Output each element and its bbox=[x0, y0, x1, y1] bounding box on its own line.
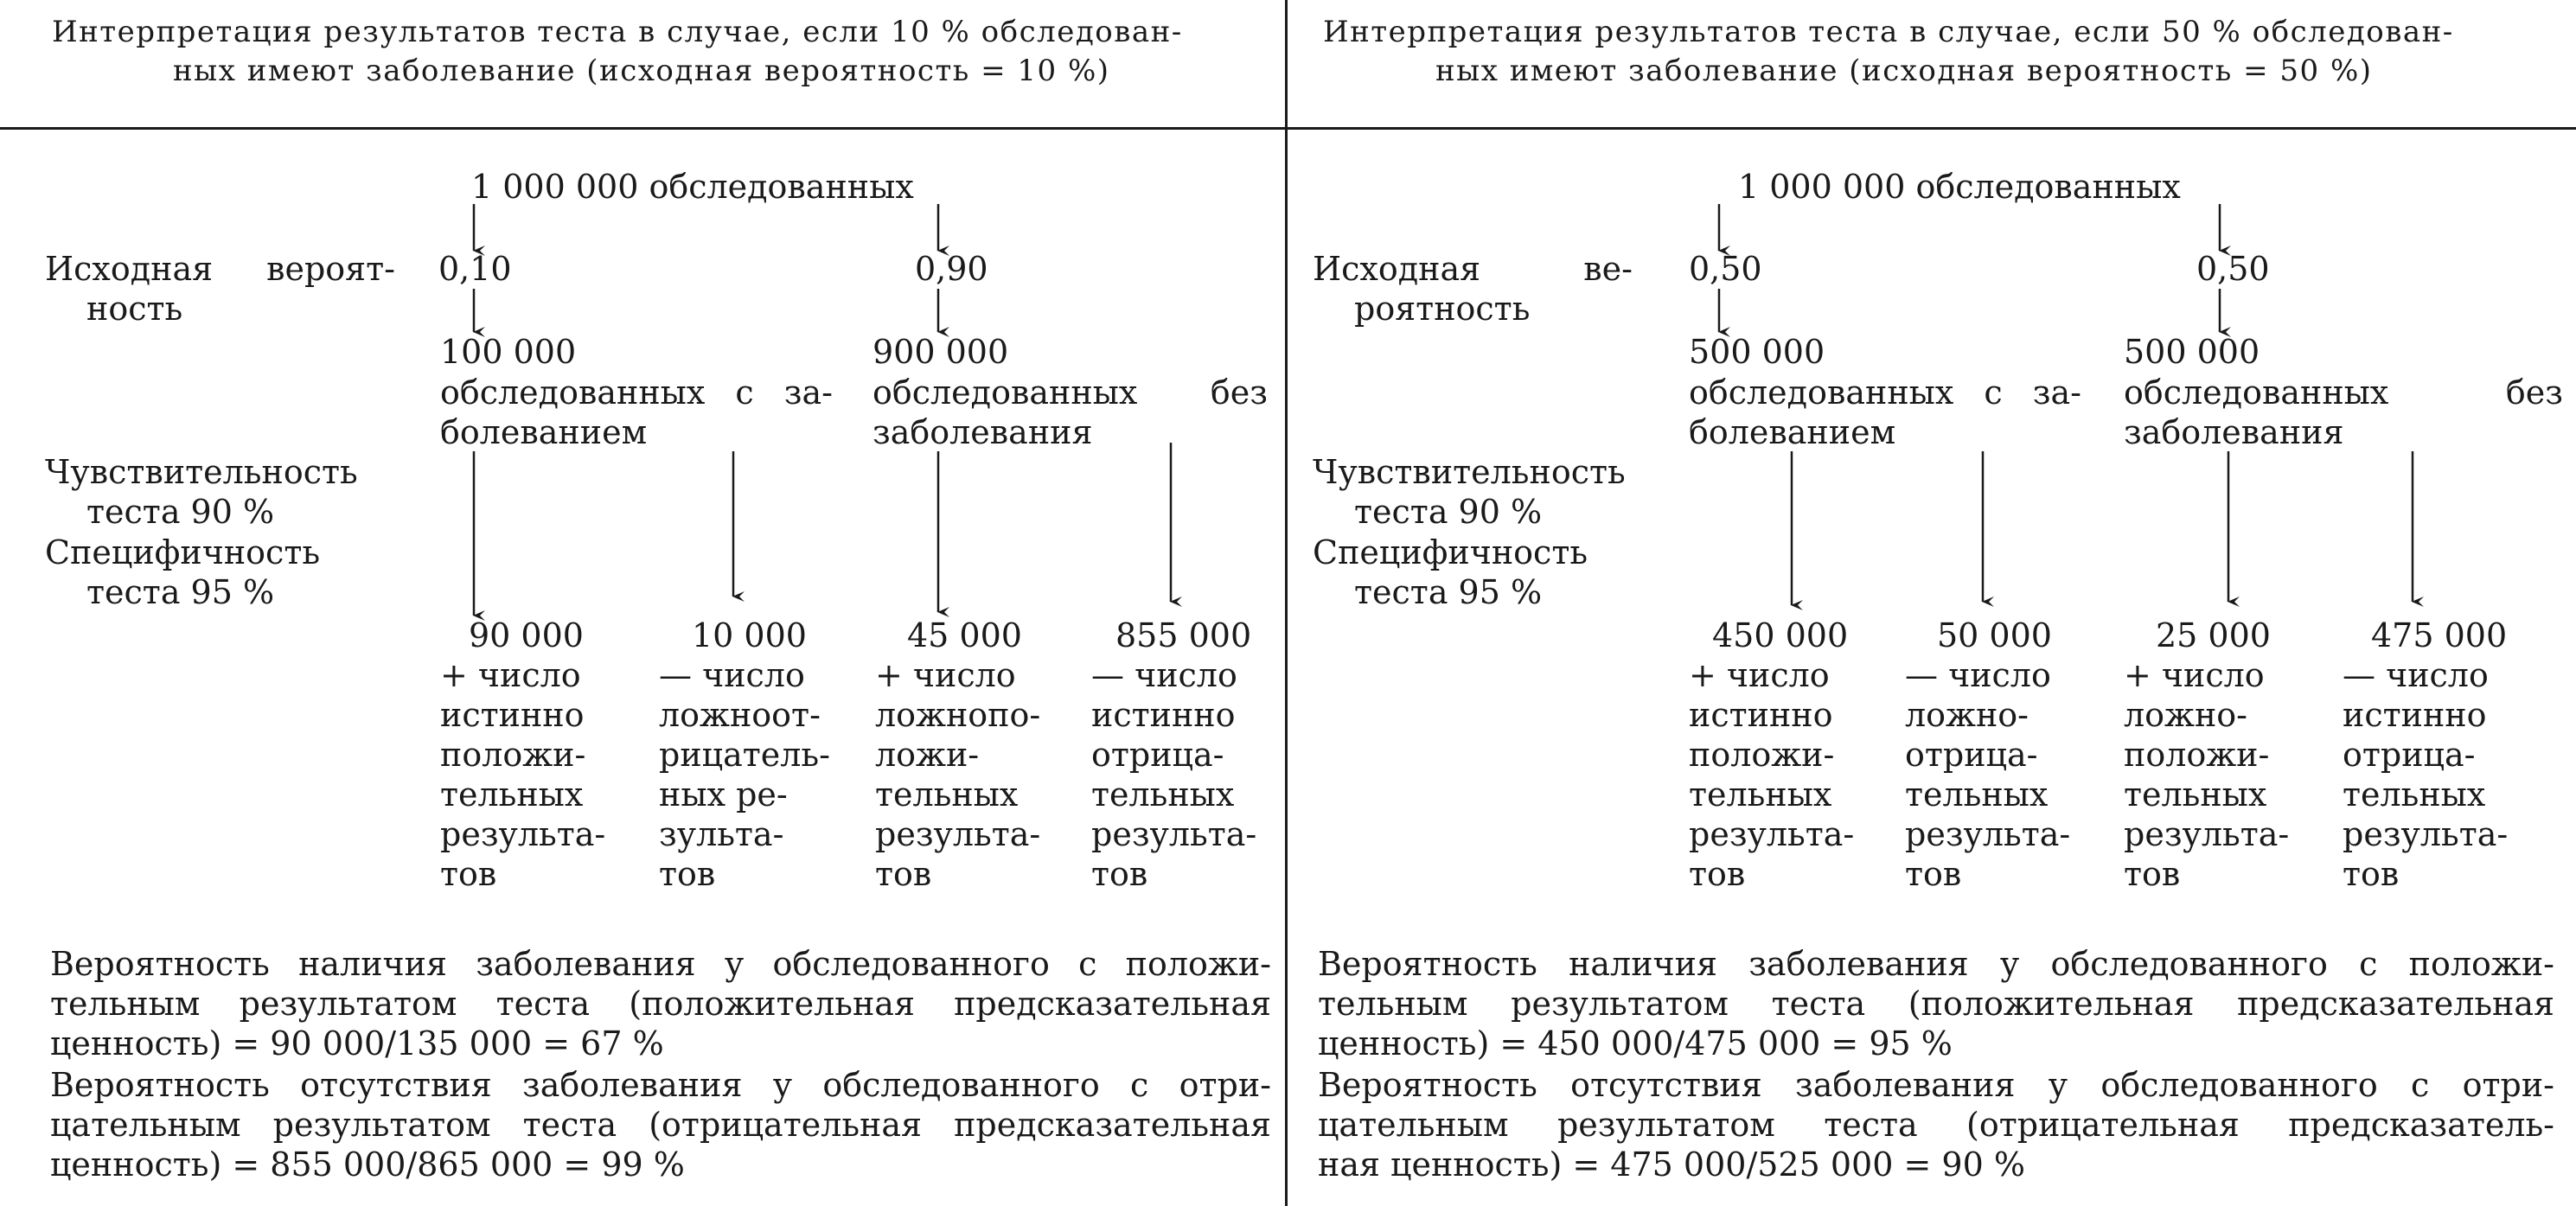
right-prob-a: 0,50 bbox=[1689, 250, 1762, 288]
result-line: истинно bbox=[1689, 696, 1833, 734]
result-line: тельных bbox=[1689, 775, 1832, 814]
result-line: результа- bbox=[875, 815, 1041, 853]
right-label-prior-2: роятность bbox=[1354, 290, 1531, 328]
result-line: ложнопо- bbox=[875, 696, 1041, 734]
result-line: положи- bbox=[2124, 736, 2270, 774]
left-npv-line-1: Вероятность отсутствия заболевания у обследованного с отри- bbox=[50, 1066, 1271, 1104]
result-line: результа- bbox=[440, 815, 606, 853]
result-line: результа- bbox=[2124, 815, 2290, 853]
left-header-line-2: ных имеют заболевание (исходная вероятность = 10 %) bbox=[173, 54, 1110, 88]
left-group-a-line-2: болеванием bbox=[440, 413, 648, 451]
left-prob-a: 0,10 bbox=[438, 250, 512, 288]
result-line: положи- bbox=[440, 736, 586, 774]
right-npv-line-3: ная ценность) = 475 000/525 000 = 90 % bbox=[1318, 1145, 2025, 1184]
left-group-b-count: 900 000 bbox=[873, 333, 1009, 371]
result-line: тельных bbox=[440, 775, 584, 814]
result-line: тельных bbox=[875, 775, 1019, 814]
result-line: ложноот- bbox=[659, 696, 821, 734]
result-line: истинно bbox=[440, 696, 585, 734]
left-npv-line-2: цательным результатом теста (отрицательная предсказательная bbox=[50, 1106, 1271, 1144]
right-group-b-line-2: заболевания bbox=[2124, 413, 2344, 451]
result-line: тельных bbox=[2343, 775, 2486, 814]
result-value: 45 000 bbox=[907, 616, 1022, 654]
left-label-specificity: Специфичность bbox=[45, 533, 321, 571]
result-line: — число bbox=[659, 656, 805, 694]
right-ppv-line-1: Вероятность наличия заболевания у обследованного с положи- bbox=[1318, 945, 2554, 983]
left-total-examined: 1 000 000 обследованных bbox=[471, 168, 914, 206]
result-line: зульта- bbox=[659, 815, 784, 853]
result-value: 855 000 bbox=[1115, 616, 1252, 654]
result-line: результа- bbox=[1689, 815, 1855, 853]
result-line: тов bbox=[2124, 855, 2181, 893]
result-value: 475 000 bbox=[2371, 616, 2508, 654]
result-value: 450 000 bbox=[1712, 616, 1849, 654]
result-line: + число bbox=[2124, 656, 2265, 694]
right-npv-line-2: цательным результатом теста (отрицательная предсказатель- bbox=[1318, 1106, 2554, 1144]
left-group-b-line-1: обследованных без bbox=[873, 373, 1268, 412]
result-line: результа- bbox=[1905, 815, 2071, 853]
left-prob-b: 0,90 bbox=[915, 250, 988, 288]
left-group-a-line-1: обследованных с за- bbox=[440, 373, 833, 412]
result-line: отрица- bbox=[1091, 736, 1224, 774]
result-line: тельных bbox=[1091, 775, 1235, 814]
left-group-b-line-2: заболевания bbox=[873, 413, 1093, 451]
right-label-specificity-value: теста 95 % bbox=[1354, 573, 1543, 611]
left-label-sensitivity-value: теста 90 % bbox=[86, 493, 275, 531]
result-value: 10 000 bbox=[692, 616, 807, 654]
result-line: ложно- bbox=[1905, 696, 2029, 734]
right-label-sensitivity: Чувствительность bbox=[1313, 453, 1626, 491]
result-line: — число bbox=[2343, 656, 2489, 694]
left-label-prior-1: Исходная вероят- bbox=[45, 250, 395, 288]
left-header-line-1: Интерпретация результатов теста в случае, если 10 % обследован- bbox=[52, 15, 1183, 49]
result-line: + число bbox=[1689, 656, 1830, 694]
result-line: положи- bbox=[1689, 736, 1835, 774]
result-line: + число bbox=[875, 656, 1016, 694]
right-ppv-line-3: ценность) = 450 000/475 000 = 95 % bbox=[1318, 1024, 1953, 1062]
result-line: отрица- bbox=[2343, 736, 2476, 774]
right-label-sensitivity-value: теста 90 % bbox=[1354, 493, 1543, 531]
right-ppv-line-2: тельным результатом теста (положительная предсказательная bbox=[1318, 985, 2554, 1023]
result-line: ных ре- bbox=[659, 775, 788, 814]
result-line: рицатель- bbox=[659, 736, 830, 774]
right-label-prior-1: Исходная ве- bbox=[1313, 250, 1633, 288]
result-line: тов bbox=[1689, 855, 1746, 893]
result-line: ложи- bbox=[875, 736, 980, 774]
left-ppv-line-1: Вероятность наличия заболевания у обследованного с положи- bbox=[50, 945, 1271, 983]
result-line: — число bbox=[1091, 656, 1237, 694]
result-value: 25 000 bbox=[2156, 616, 2271, 654]
result-value: 90 000 bbox=[469, 616, 584, 654]
right-header-line-1: Интерпретация результатов теста в случае, если 50 % обследован- bbox=[1323, 15, 2454, 49]
left-label-specificity-value: теста 95 % bbox=[86, 573, 275, 611]
right-group-b-count: 500 000 bbox=[2124, 333, 2260, 371]
right-label-specificity: Специфичность bbox=[1313, 533, 1588, 571]
result-line: истинно bbox=[2343, 696, 2487, 734]
left-ppv-line-2: тельным результатом теста (положительная предсказательная bbox=[50, 985, 1271, 1023]
result-line: тов bbox=[1905, 855, 1962, 893]
result-line: тов bbox=[659, 855, 716, 893]
right-prob-b: 0,50 bbox=[2196, 250, 2270, 288]
right-header-line-2: ных имеют заболевание (исходная вероятность = 50 %) bbox=[1435, 54, 2373, 88]
result-line: отрица- bbox=[1905, 736, 2038, 774]
right-npv-line-1: Вероятность отсутствия заболевания у обследованного с отри- bbox=[1318, 1066, 2554, 1104]
result-line: тельных bbox=[1905, 775, 2049, 814]
right-group-a-count: 500 000 bbox=[1689, 333, 1825, 371]
result-line: результа- bbox=[2343, 815, 2509, 853]
result-line: тельных bbox=[2124, 775, 2267, 814]
result-line: тов bbox=[2343, 855, 2400, 893]
result-line: тов bbox=[1091, 855, 1148, 893]
result-line: тов bbox=[875, 855, 932, 893]
left-label-sensitivity: Чувствительность bbox=[45, 453, 358, 491]
result-line: тов bbox=[440, 855, 497, 893]
right-group-b-line-1: обследованных без bbox=[2124, 373, 2563, 412]
right-group-a-line-1: обследованных с за- bbox=[1689, 373, 2081, 412]
result-line: — число bbox=[1905, 656, 2051, 694]
left-ppv-line-3: ценность) = 90 000/135 000 = 67 % bbox=[50, 1024, 664, 1062]
result-value: 50 000 bbox=[1937, 616, 2052, 654]
result-line: + число bbox=[440, 656, 581, 694]
left-group-a-count: 100 000 bbox=[440, 333, 577, 371]
result-line: ложно- bbox=[2124, 696, 2248, 734]
result-line: истинно bbox=[1091, 696, 1236, 734]
right-group-a-line-2: болеванием bbox=[1689, 413, 1896, 451]
result-line: результа- bbox=[1091, 815, 1257, 853]
left-label-prior-2: ность bbox=[86, 290, 183, 328]
left-npv-line-3: ценность) = 855 000/865 000 = 99 % bbox=[50, 1145, 685, 1184]
right-total-examined: 1 000 000 обследованных bbox=[1738, 168, 2181, 206]
